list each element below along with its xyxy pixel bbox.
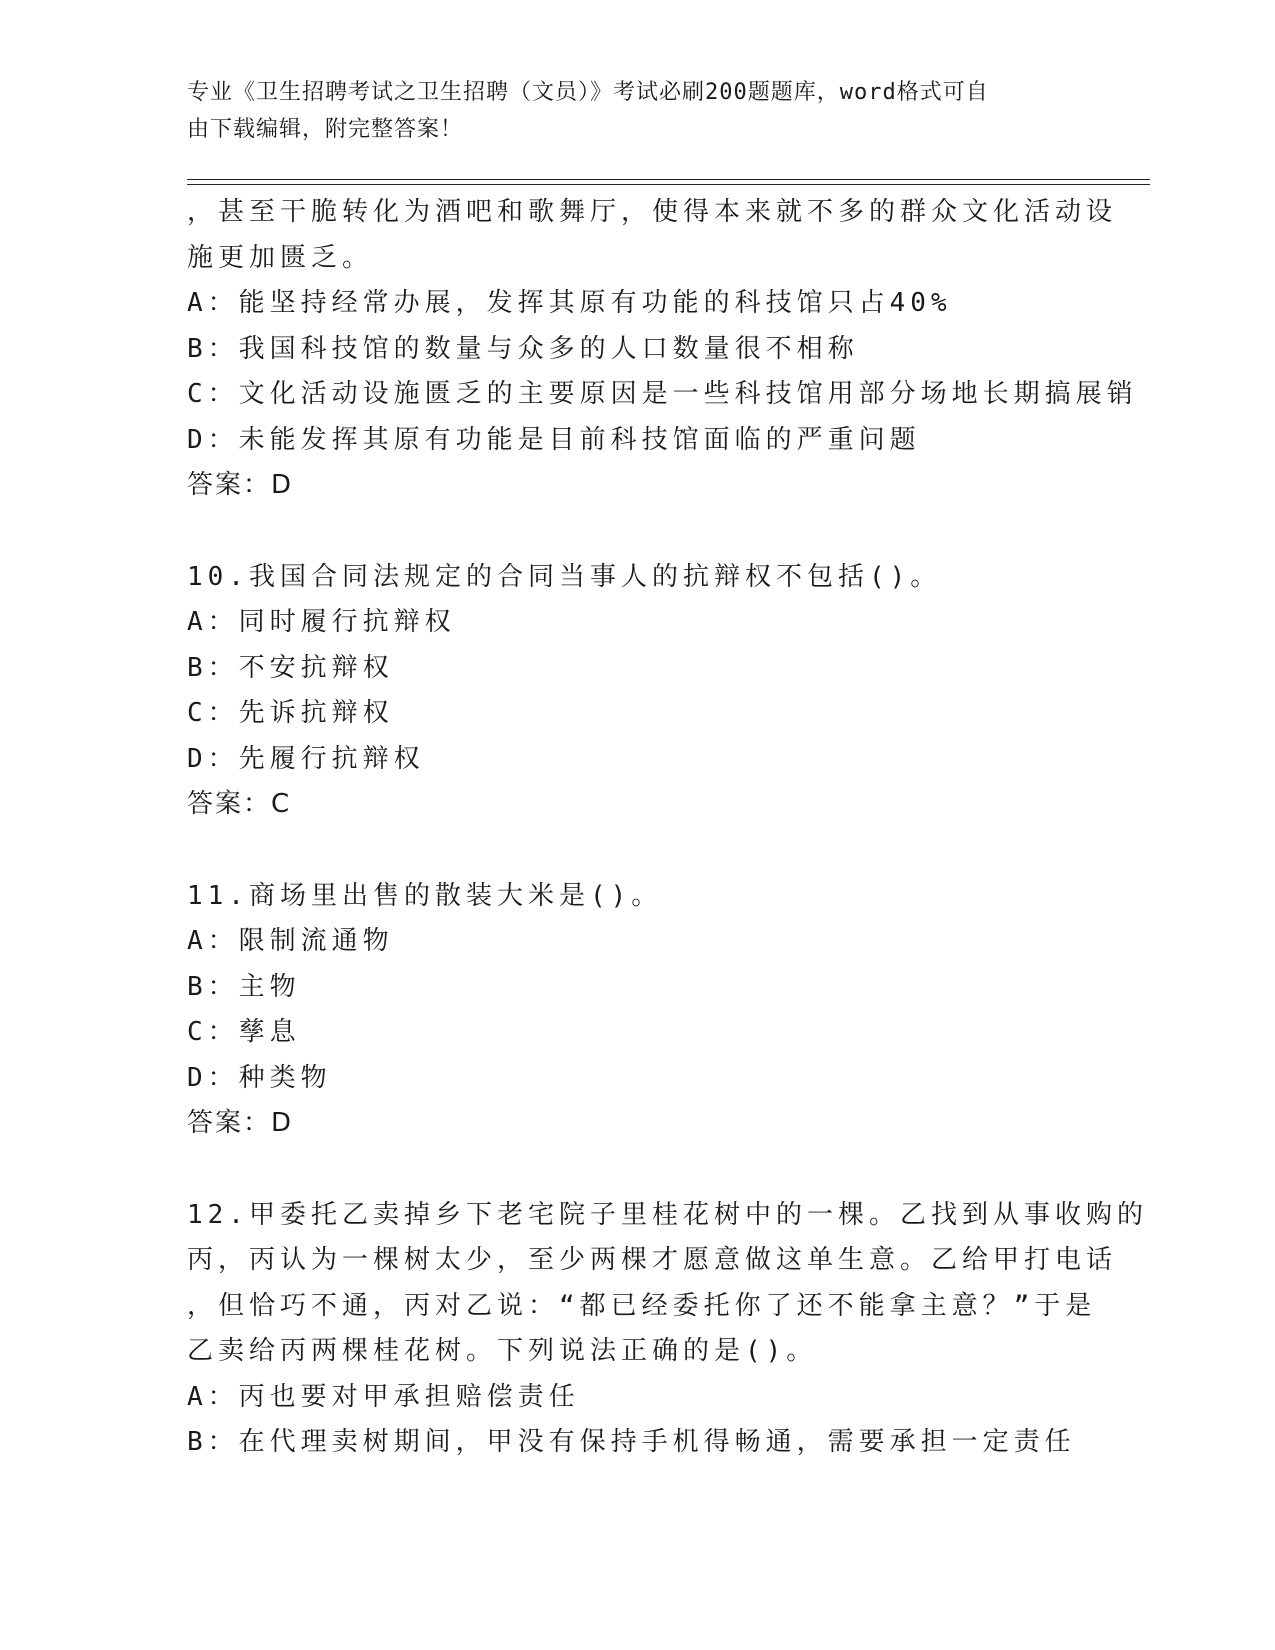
question-stem: 11.商场里出售的散装大米是()。 <box>187 880 663 911</box>
header-line-2: 由下载编辑，附完整答案！ <box>187 117 464 142</box>
option-d: D：种类物 <box>187 1062 332 1093</box>
question-stem-line: 12.甲委托乙卖掉乡下老宅院子里桂花树中的一棵。乙找到从事收购的 <box>187 1199 1148 1230</box>
question-stem-line: 乙卖给丙两棵桂花树。下列说法正确的是()。 <box>187 1336 818 1366</box>
header-line-1: 专业《卫生招聘考试之卫生招聘（文员）》考试必刷200题题库，word格式可自 <box>187 80 989 105</box>
question-stem-line: 施更加匮乏。 <box>187 242 374 273</box>
option-c: C：先诉抗辩权 <box>187 698 394 728</box>
question-stem-line: 丙，丙认为一棵树太少，至少两棵才愿意做这单生意。乙给甲打电话 <box>187 1245 1118 1275</box>
answer-text: 答案：D <box>187 470 294 500</box>
header-divider-bottom <box>187 184 1150 185</box>
question-stem-line: ，甚至干脆转化为酒吧和歌舞厅，使得本来就不多的群众文化活动设 <box>187 197 1118 227</box>
option-b: B：不安抗辩权 <box>187 652 394 683</box>
question-spacer <box>187 828 1087 874</box>
document-header <box>187 74 1067 148</box>
option-c: C：文化活动设施匮乏的主要原因是一些科技馆用部分场地长期搞展销 <box>187 379 1138 409</box>
option-d: D：先履行抗辩权 <box>187 743 425 774</box>
option-a: A：能坚持经常办展，发挥其原有功能的科技馆只占40% <box>187 288 952 318</box>
question-spacer <box>187 509 1087 555</box>
header-divider-top <box>187 179 1150 180</box>
option-a: A：限制流通物 <box>187 926 394 956</box>
question-12 <box>187 1193 1148 1466</box>
answer-text: 答案：C <box>187 789 292 819</box>
option-a: A：丙也要对甲承担赔偿责任 <box>187 1381 580 1412</box>
option-a: A：同时履行抗辩权 <box>187 607 456 637</box>
option-b: B：主物 <box>187 971 301 1002</box>
option-d: D：未能发挥其原有功能是目前科技馆面临的严重问题 <box>187 424 921 455</box>
question-spacer <box>187 1147 1087 1193</box>
question-11 <box>187 874 1087 1147</box>
question-content <box>187 190 1148 1466</box>
answer-text: 答案：D <box>187 1108 294 1138</box>
question-stem: 10.我国合同法规定的合同当事人的抗辩权不包括()。 <box>187 561 942 592</box>
question-10 <box>187 555 1087 828</box>
option-c: C：孳息 <box>187 1017 301 1047</box>
option-b: B：我国科技馆的数量与众多的人口数量很不相称 <box>187 333 859 364</box>
option-b: B：在代理卖树期间，甲没有保持手机得畅通，需要承担一定责任 <box>187 1427 1076 1457</box>
question-9 <box>187 190 1138 509</box>
question-stem-line: ，但恰巧不通，丙对乙说：“都已经委托你了还不能拿主意？”于是 <box>187 1290 1097 1321</box>
